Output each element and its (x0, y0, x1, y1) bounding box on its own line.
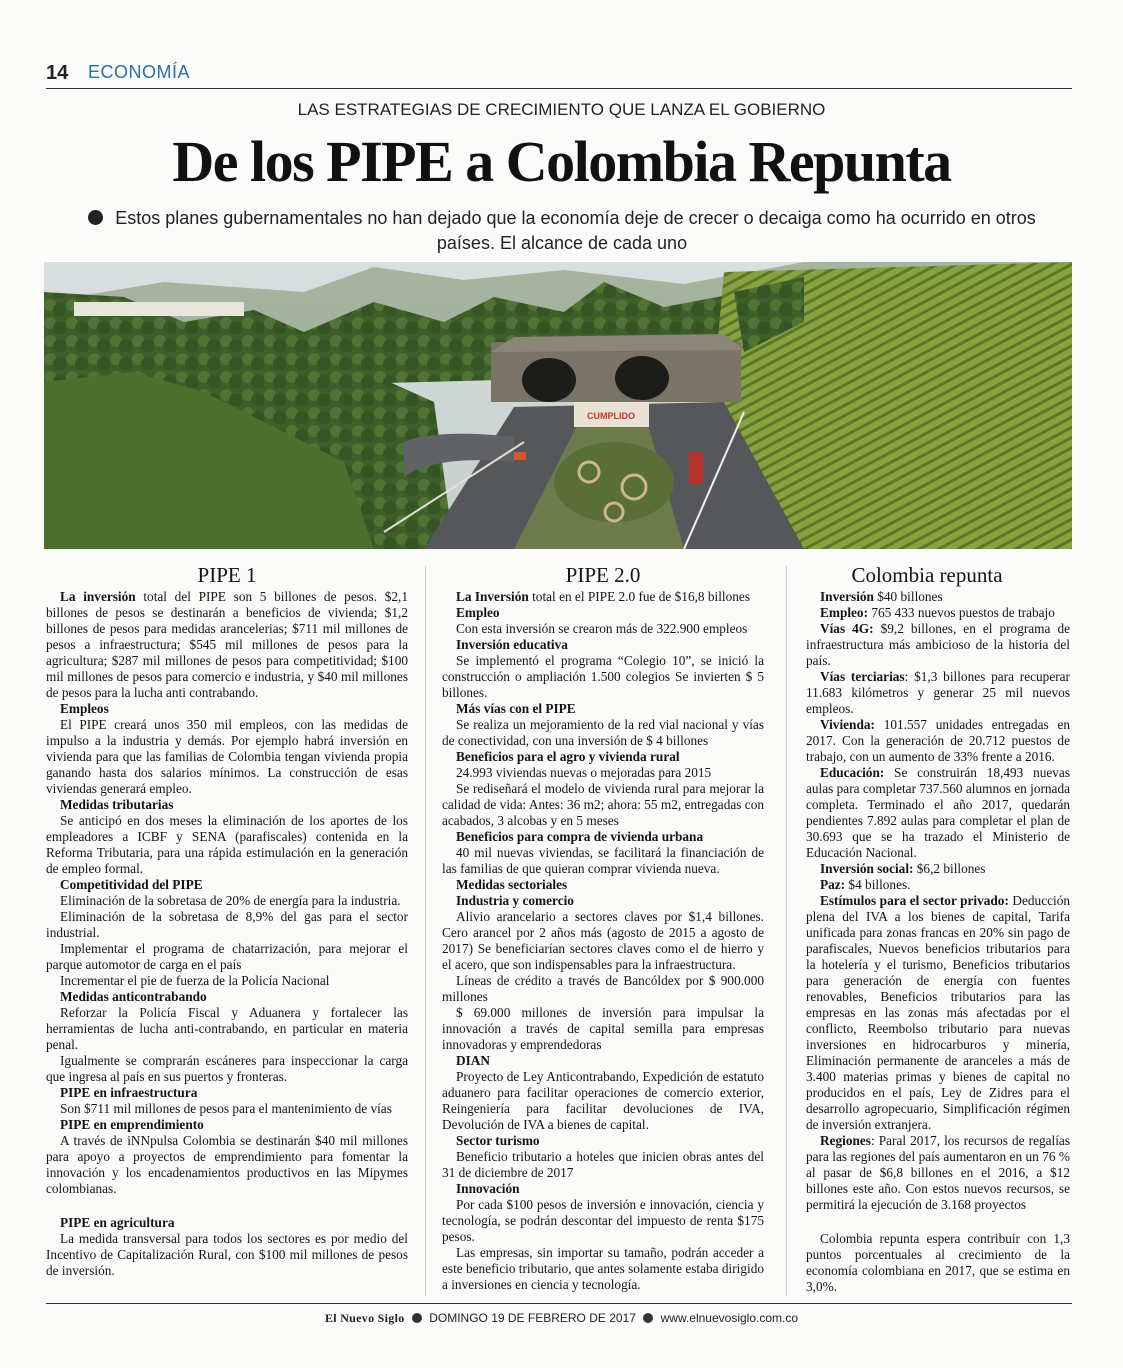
tunnel-photo (44, 262, 1072, 549)
paragraph: La inversión total del PIPE son 5 billones de pesos. $2,1 billones de pesos se destinarán a beneficios de vivienda; $1,2 billones de pesos para medidas arancelerias; $711 mil millones de pesos a infraestructura; $545 mil millones de pesos para la agricultura; $287 mil millones de pesos para competitividad; $100 mil millones de pesos para comercio e industria, y $40 mil millones de pesos para la lucha anti contrabando. (46, 589, 409, 700)
paragraph: 24.993 viviendas nuevas o mejoradas para 2015 (456, 765, 712, 780)
paragraph: Educación: Se construirán 18,493 nuevas aulas para completar 737.560 alumnos en jornada completa. Terminado el año 2017, quedarán pendientes 7.892 aulas para completar el plan de 30.693 que se ha trazado el Ministerio de Educación Nacional. (806, 765, 1071, 860)
bullet-icon (643, 1313, 653, 1323)
subheading: Medidas anticontrabando (60, 989, 207, 1004)
page-header (46, 58, 1072, 89)
tunnel-mouth-left (522, 358, 576, 402)
closing-paragraph: Colombia repunta espera contribuir con 1,3 puntos porcentuales al crecimiento de la economía colombiana en 2017, que se estima en 3,0%. (806, 1231, 1070, 1294)
subheading: Empleos (60, 701, 109, 716)
footer-rule (46, 1303, 1072, 1304)
paragraph: Empleo: 765 433 nuevos puestos de trabajo (820, 605, 1055, 620)
paragraph: Inversión $40 billones (820, 589, 943, 604)
truck (689, 452, 703, 484)
paragraph: La medida transversal para todos los sectores es por medio del Incentivo de Capitalización Rural, con $100 mil millones de pesos de inversión. (46, 1231, 408, 1278)
subheading: Competitividad del PIPE (60, 877, 203, 892)
subheading: Empleo (456, 605, 500, 620)
paragraph: Reforzar la Policía Fiscal y Aduanera y fortalecer las herramientas de lucha anti-contrabando, en particular en materia penal. (46, 1005, 408, 1052)
paragraph: Regiones: Paral 2017, los recursos de regalías para las regiones del país aumentaron en un 76 % al pasar de $6,8 billones en el 2016, a $12 billones este año. Con estos nuevos recursos, se permitirá la ejecución de 3.168 proyectos (806, 1133, 1070, 1212)
kicker: LAS ESTRATEGIAS DE CRECIMIENTO QUE LANZA EL GOBIERNO (297, 100, 826, 119)
column-title: PIPE 2.0 (565, 563, 641, 587)
paragraph: Líneas de crédito a través de Bancóldex por $ 900.000 millones (442, 973, 764, 1004)
newspaper-brand: El Nuevo Siglo (324, 1311, 405, 1325)
paragraph: Incrementar el pie de fuerza de la Policía Nacional (60, 973, 330, 988)
paragraph: Son $711 mil millones de pesos para el mantenimiento de vías (60, 1101, 392, 1116)
subheading: Beneficios para compra de vivienda urbana (456, 829, 704, 844)
column-divider (786, 566, 787, 1296)
subheading: PIPE en emprendimiento (60, 1117, 204, 1132)
tunnel-mouth-right (615, 356, 669, 400)
paragraph: Paz: $4 billones. (820, 877, 911, 892)
column-title: Colombia repunta (851, 563, 1003, 587)
subheading: Sector turismo (456, 1133, 540, 1148)
house-roof (74, 302, 244, 316)
subhead-text: Estos planes gubernamentales no han dejado que la economía deje de crecer o decaiga como ha ocurrido en otros países. El alcance de cada uno (115, 208, 1036, 253)
paragraph: Proyecto de Ley Anticontrabando, Expedición de estatuto aduanero para facilitar operaciones de comercio exterior, Reingeniería para facilitar devoluciones de IVA, Devolución de IVA a bienes de capital. (442, 1069, 764, 1132)
subheading: Medidas tributarias (60, 797, 174, 812)
subheading: PIPE en infraestructura (60, 1085, 198, 1100)
paragraph: Se rediseñará el modelo de vivienda rural para mejorar la calidad de vida: Antes: 36 m2; ahora: 55 m2, entregadas con acabados, 3 alcobas y en 5 meses (442, 781, 764, 828)
paragraph: Por cada $100 pesos de inversión e innovación, ciencia y tecnología, se podrán descontar del impuesto de renta $175 pesos. (442, 1197, 764, 1244)
paragraph: Vivienda: 101.557 unidades entregadas en 2017. Con la generación de 20.712 puestos de trabajo, con un aumento de 33% frente a 2016. (806, 717, 1070, 764)
column-divider (425, 566, 426, 1296)
subhead (62, 206, 1062, 256)
paragraph: Alivio arancelario a sectores claves por $1,4 billones. Cero arancel por 2 años más (agosto de 2015 a agosto de 2017) Se beneficiarían sectores claves como el de hierro y el acero, que son indispensables para la infraestructura. (442, 909, 764, 972)
subheading: Beneficios para el agro y vivienda rural (456, 749, 680, 764)
page-number: 14 (46, 62, 69, 84)
paragraph: Inversión social: $6,2 billones (820, 861, 986, 876)
section-name: ECONOMÍA (88, 62, 191, 82)
subheading: PIPE en agricultura (60, 1215, 175, 1230)
subheading: Industria y comercio (456, 893, 574, 908)
paragraph: Con esta inversión se crearon más de 322.900 empleos (456, 621, 748, 636)
footer-url: www.elnuevosiglo.com.co (660, 1311, 799, 1325)
column-pipe2 (442, 563, 764, 1293)
subheading: Inversión educativa (456, 637, 568, 652)
subheading: Medidas sectoriales (456, 877, 568, 892)
paragraph: El PIPE creará unos 350 mil empleos, con las medidas de impulso a la industria y demás. Por ejemplo habrá inversión en vivienda para que las familias de Colombia tengan vivienda propia ganando hasta dos salarios mínimos. La construcción de esas viviendas generará empleo. (46, 717, 408, 796)
paragraph: $ 69.000 millones de inversión para impulsar la innovación a través de capital semilla para empresas innovadoras y emprendedoras (442, 1005, 764, 1052)
paragraph: Vías terciarias: $1,3 billones para recuperar 11.683 kilómetros y generar 25 mil nuevos empleos. (806, 669, 1070, 716)
subheading: Innovación (456, 1181, 520, 1196)
paragraph: La Inversión total en el PIPE 2.0 fue de $16,8 billones (456, 589, 750, 604)
paragraph: A través de iNNpulsa Colombia se destinarán $40 mil millones para apoyo a proyectos de emprendimiento para fomentar la innovación y los encadenamientos productivos en las Mipymes colombianas. (46, 1133, 408, 1196)
paragraph: Estímulos para el sector privado: Deducción plena del IVA a los bienes de capital, Tarifa unificada para zonas francas en 20% sin pago de parafiscales, Nuevos beneficios tributarios para la hotelería y el turismo, Beneficios tributarios para generación de energía con fuentes renovables, Beneficios tributarios para las empresas en las zonas más afectadas por el conflicto, Reembolso tributario para nuevas inversiones en hidrocarburos y minería, Eliminación permanente de aranceles a más de 3.400 materias primas y bienes de capital no producidos en el país, Ley de Zidres para el desarrollo agropecuario, Simplificación régimen de inversión extranjera. (806, 893, 1071, 1132)
tunnel-illustration (44, 262, 1072, 549)
column-title: PIPE 1 (197, 563, 257, 587)
column-pipe1 (46, 563, 408, 1279)
paragraph: Implementar el programa de chatarrización, para mejorar el parque automotor de carga en el país (46, 941, 408, 972)
sign-text: CUMPLIDO (587, 411, 635, 421)
footer-date: DOMINGO 19 DE FEBRERO DE 2017 (429, 1311, 636, 1325)
column-colombia-repunta (806, 563, 1070, 1295)
bullet-icon (88, 210, 103, 225)
subheading: Más vías con el PIPE (456, 701, 576, 716)
paragraph: Se implementó el programa “Colegio 10”, se inició la construcción o ampliación 1.500 colegios Se invierten $ 5 billones. (442, 653, 764, 700)
paragraph: Se anticipó en dos meses la eliminación de los aportes de los empleadores a ICBF y SENA (parafiscales) contenida en la Reforma Tributaria, para una rápida estimulación en la generación de empleo formal. (46, 813, 408, 876)
paragraph: 40 mil nuevas viviendas, se facilitará la financiación de las familias de que quieran comprar vivienda nueva. (442, 845, 764, 876)
headline: De los PIPE a Colombia Repunta (172, 129, 951, 194)
paragraph: Vías 4G: $9,2 billones, en el programa de infraestructura más ambicioso de la historia del país. (806, 621, 1070, 668)
paragraph: Las empresas, sin importar su tamaño, podrán acceder a este beneficio tributario, que antes solamente estaba dirigido a inversiones en ciencia y tecnología. (442, 1245, 764, 1292)
paragraph: Se realiza un mejoramiento de la red vial nacional y vías de conectividad, con una inversión de $ 4 billones (442, 717, 764, 748)
page-footer (0, 1311, 1123, 1326)
subheading: DIAN (456, 1053, 490, 1068)
paragraph: Eliminación de la sobretasa de 8,9% del gas para el sector industrial. (46, 909, 408, 940)
paragraph: Beneficio tributario a hoteles que inicien obras antes del 31 de diciembre de 2017 (442, 1149, 764, 1180)
paragraph: Igualmente se comprarán escáneres para inspeccionar la carga que ingresa al país en sus puertos y fronteras. (46, 1053, 408, 1084)
paragraph: Eliminación de la sobretasa de 20% de energía para la industria. (60, 893, 401, 908)
bullet-icon (412, 1313, 422, 1323)
